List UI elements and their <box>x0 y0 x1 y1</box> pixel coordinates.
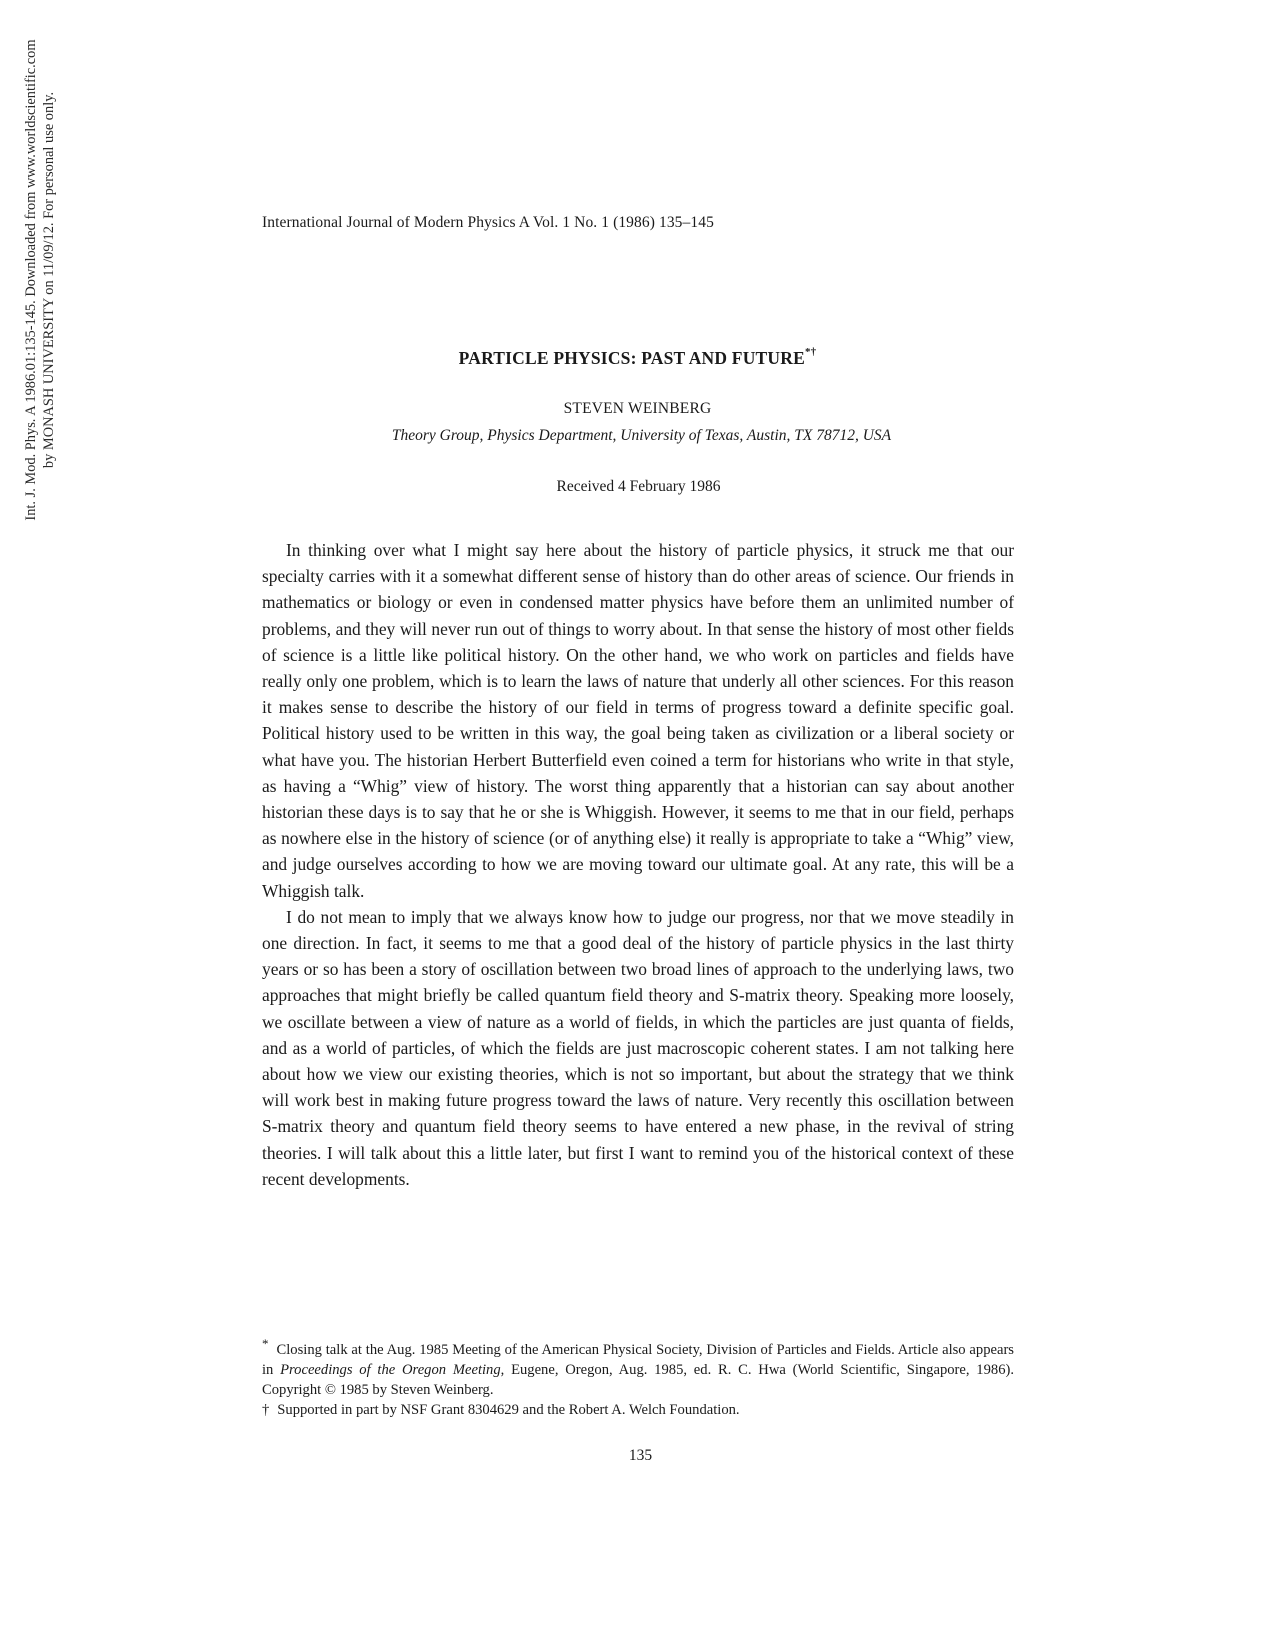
footnote-text-part: Closing talk at the Aug. 1985 Meeting of the American Physical Society, Division of Particles and Fields. Article also appears in <box>262 1342 1014 1378</box>
footnote-closing-talk <box>262 1336 1014 1400</box>
article-title-text: PARTICLE PHYSICS: PAST AND FUTURE <box>458 348 805 368</box>
footnotes <box>262 1336 1014 1420</box>
watermark-line-1: Int. J. Mod. Phys. A 1986.01:135-145. Downloaded from www.worldscientific.com <box>23 39 39 521</box>
journal-citation: International Journal of Modern Physics A Vol. 1 No. 1 (1986) 135–145 <box>262 214 714 231</box>
author-name: STEVEN WEINBERG <box>563 400 712 417</box>
body-paragraph: I do not mean to imply that we always know how to judge our progress, nor that we move steadily in one direction. In fact, it seems to me that a good deal of the history of particle physics in the last thirty years or so has been a story of oscillation between two broad lines of approach to the underlying laws, two approaches that might briefly be called quantum field theory and S-matrix theory. Speaking more loosely, we oscillate between a view of nature as a world of fields, in which the particles are just quanta of fields, and as a world of particles, of which the fields are just macroscopic coherent states. I am not talking here about how we view our existing theories, which is not so important, but about the strategy that we think will work best in making future progress toward the laws of nature. Very recently this oscillation between S-matrix theory and quantum field theory seems to have entered a new phase, in the revival of string theories. I will talk about this a little later, but first I want to remind you of the historical context of these recent developments. <box>262 906 1014 1189</box>
footnote-asterisk-mark: * <box>262 1336 269 1351</box>
footnote-proceedings-title: Proceedings of the Oregon Meeting <box>280 1362 501 1378</box>
article-title <box>0 348 1275 369</box>
watermark-line-2: by MONASH UNIVERSITY on 11/09/12. For personal use only. <box>41 91 57 469</box>
title-footnote-marks: *† <box>804 346 817 359</box>
page-number: 135 <box>628 1447 653 1464</box>
article-body <box>262 537 1014 1192</box>
body-paragraph: In thinking over what I might say here about the history of particle physics, it struck me that our specialty carries with it a somewhat different sense of history than do other areas of science. Our friends in mathematics or biology or even in condensed matter physics have before them an unlimited number of problems, and they will never run out of things to worry about. In that sense the history of most other fields of science is a little like political history. On the other hand, we who work on particles and fields have really only one problem, which is to learn the laws of nature that underly all other sciences. For this reason it makes sense to describe the history of our field in terms of progress toward a definite specific goal. Political history used to be written in this way, the goal being taken as civilization or a liberal society or what have you. The historian Herbert Butterfield even coined a term for historians who write in that style, as having a “Whig” view of history. The worst thing apparently that a historian can say about another historian these days is to say that he or she is Whiggish. However, it seems to me that in our field, perhaps as nowhere else in the history of science (or of anything else) it really is appropriate to take a “Whig” view, and judge ourselves according to how we are moving toward our ultimate goal. At any rate, this will be a Whiggish talk. <box>262 540 1014 901</box>
footnote-text-part: , Eugene, Oregon, Aug. 1985, ed. R. C. Hwa (World Scientific, Singapore, 1986). Copyright © 1985 by Steven Weinberg. <box>262 1362 1014 1398</box>
footnote-support <box>262 1400 1014 1420</box>
download-watermark <box>22 0 62 560</box>
received-date: Received 4 February 1986 <box>556 478 721 495</box>
footnote-support-text: Supported in part by NSF Grant 8304629 and the Robert A. Welch Foundation. <box>277 1402 740 1418</box>
author-affiliation: Theory Group, Physics Department, University of Texas, Austin, TX 78712, USA <box>391 427 892 444</box>
footnote-dagger-mark: † <box>262 1402 270 1418</box>
